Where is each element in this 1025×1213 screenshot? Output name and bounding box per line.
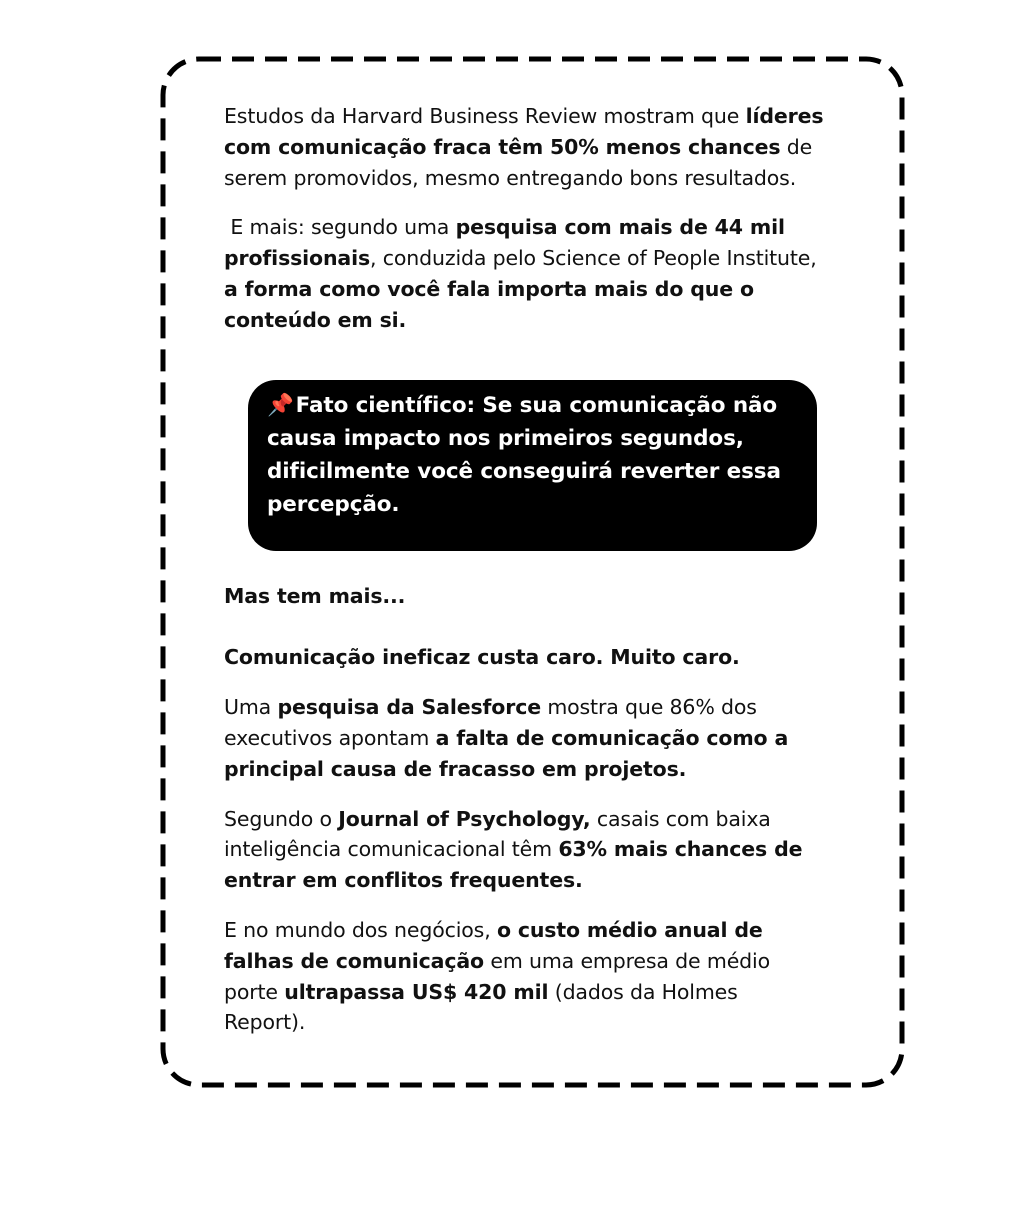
bold-span: ultrapassa US$ 420 mil bbox=[284, 979, 549, 1004]
heading-cost bbox=[224, 642, 824, 673]
text-span: de serem promovidos, mesmo entregando bons resultados. bbox=[224, 134, 813, 190]
bold-span: Comunicação ineficaz custa caro. Muito caro. bbox=[224, 645, 740, 670]
text-span: casais com baixa inteligência comunicacional têm bbox=[224, 806, 771, 862]
paragraph-salesforce bbox=[224, 692, 824, 784]
text-span: E mais: segundo uma bbox=[224, 215, 456, 240]
scientific-fact-callout bbox=[248, 380, 817, 551]
bold-span: a falta de comunicação como a principal causa de fracasso em projetos. bbox=[224, 725, 789, 781]
bold-span: Mas tem mais... bbox=[224, 583, 406, 608]
text-span: Estudos da Harvard Business Review mostram que bbox=[224, 104, 746, 128]
article-content bbox=[224, 101, 824, 1038]
text-span: Segundo o bbox=[224, 806, 339, 831]
bold-span: pesquisa com mais de 44 mil profissionais bbox=[224, 215, 785, 271]
text-span: , conduzida pelo Science of People Institute, bbox=[370, 246, 817, 271]
bold-span: 63% mais chances de entrar em conflitos frequentes. bbox=[224, 837, 803, 893]
heading-more bbox=[224, 581, 824, 612]
text-span: (dados da Holmes Report). bbox=[224, 979, 738, 1035]
bold-span: o custo médio anual de falhas de comunicação bbox=[224, 917, 763, 973]
text-span: Uma bbox=[224, 695, 278, 720]
text-span: E no mundo dos negócios, bbox=[224, 917, 497, 942]
text-span: mostra que 86% dos executivos apontam bbox=[224, 695, 757, 750]
callout-text bbox=[267, 389, 787, 522]
bold-span: Journal of Psychology, bbox=[338, 806, 591, 831]
bold-span: a forma como você fala importa mais do que o conteúdo em si. bbox=[224, 276, 754, 332]
paragraph-holmes-report bbox=[224, 915, 824, 1038]
callout-label: Fato científico: Se sua comunicação não causa impacto nos primeiros segundos, dificilmente você conseguirá reverter essa percepção. bbox=[267, 392, 781, 518]
bold-span: líderes com comunicação fraca têm 50% menos chances bbox=[224, 104, 824, 159]
paragraph-science-of-people bbox=[224, 212, 824, 335]
paragraph-harvard bbox=[224, 101, 824, 193]
text-span: em uma empresa de médio porte bbox=[224, 948, 770, 1004]
paragraph-journal-psychology bbox=[224, 804, 824, 896]
bold-span: pesquisa da Salesforce bbox=[277, 695, 541, 720]
pushpin-icon: 📌 bbox=[267, 392, 294, 418]
